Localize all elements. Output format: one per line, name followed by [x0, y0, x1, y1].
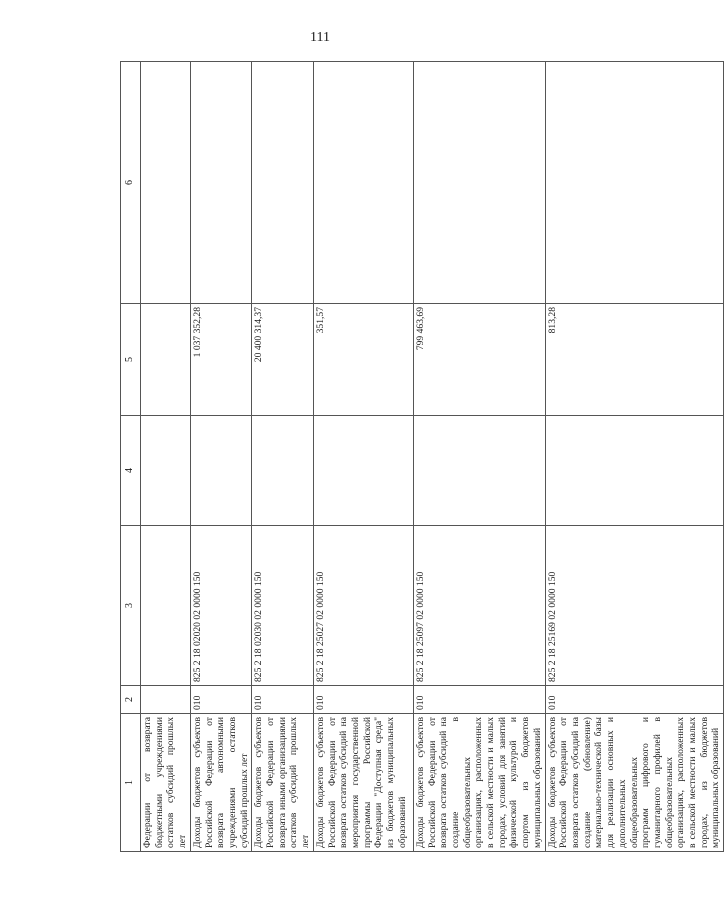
table-row: [413, 62, 545, 852]
row-col6: [413, 62, 545, 304]
row-amount: 351,57: [313, 304, 413, 416]
row-code: 825 2 18 25027 02 0000 150: [313, 526, 413, 686]
row-col4: [141, 416, 191, 526]
header-col-3: 3: [121, 526, 141, 686]
row-code: [141, 526, 191, 686]
row-description: Доходы бюджетов субъектов Российской Федерации от возврата остатков субсидий на мероприятия государственной программы Российской Федерации "Доступная среда" из бюджетов муниципальных образований: [313, 714, 413, 852]
row-col4: [190, 416, 252, 526]
row-col6: [545, 62, 724, 304]
header-col-4: 4: [121, 416, 141, 526]
row-col2: 010: [190, 686, 252, 714]
table-row: [545, 62, 724, 852]
row-code: 825 2 18 02030 02 0000 150: [252, 526, 314, 686]
row-code: 825 2 18 02020 02 0000 150: [190, 526, 252, 686]
row-col4: [545, 416, 724, 526]
table-row: [141, 62, 191, 852]
row-col2: 010: [313, 686, 413, 714]
table-row: [313, 62, 413, 852]
row-col6: [190, 62, 252, 304]
row-description: Доходы бюджетов субъектов Российской Федерации от возврата остатков субсидий на создание (обновление) материально-технической базы для реализации основных и дополнительных общеобразовательных программ цифрового и гуманитарного профилей в общеобразовательных организациях, расположенных в сельской местности и малых городах, из бюджетов муниципальных образований: [545, 714, 724, 852]
row-col4: [413, 416, 545, 526]
row-col2: 010: [545, 686, 724, 714]
header-col-1: 1: [121, 714, 141, 852]
table-container: [120, 62, 722, 852]
row-col2: 010: [413, 686, 545, 714]
row-amount: 813,28: [545, 304, 724, 416]
row-code: 825 2 18 25097 02 0000 150: [413, 526, 545, 686]
row-description: Доходы бюджетов субъектов Российской Федерации от возврата автономными учреждениями остатков субсидий прошлых лет: [190, 714, 252, 852]
table-row: [190, 62, 252, 852]
row-col6: [252, 62, 314, 304]
row-amount: 20 400 314,37: [252, 304, 314, 416]
row-col2: [141, 686, 191, 714]
header-col-5: 5: [121, 304, 141, 416]
row-description: Доходы бюджетов субъектов Российской Федерации от возврата иными организациями остатков субсидий прошлых лет: [252, 714, 314, 852]
row-col2: 010: [252, 686, 314, 714]
row-amount: 1 037 352,28: [190, 304, 252, 416]
header-col-6: 6: [121, 62, 141, 304]
row-col6: [141, 62, 191, 304]
page-number: 111: [310, 30, 330, 45]
row-code: 825 2 18 25169 02 0000 150: [545, 526, 724, 686]
row-description: Федерации от возврата бюджетными учреждениями остатков субсидий прошлых лет: [141, 714, 191, 852]
header-col-2: 2: [121, 686, 141, 714]
table-row: [252, 62, 314, 852]
table-header-row: [121, 62, 141, 852]
row-amount: 799 463,69: [413, 304, 545, 416]
revenue-table: [120, 61, 724, 852]
row-amount: [141, 304, 191, 416]
row-col4: [252, 416, 314, 526]
row-description: Доходы бюджетов субъектов Российской Федерации от возврата остатков субсидий на создание в общеобразовательных организациях, расположенных в сельской местности и малых городах, условий для занятий физической культурой и спортом из бюджетов муниципальных образований: [413, 714, 545, 852]
row-col6: [313, 62, 413, 304]
row-col4: [313, 416, 413, 526]
